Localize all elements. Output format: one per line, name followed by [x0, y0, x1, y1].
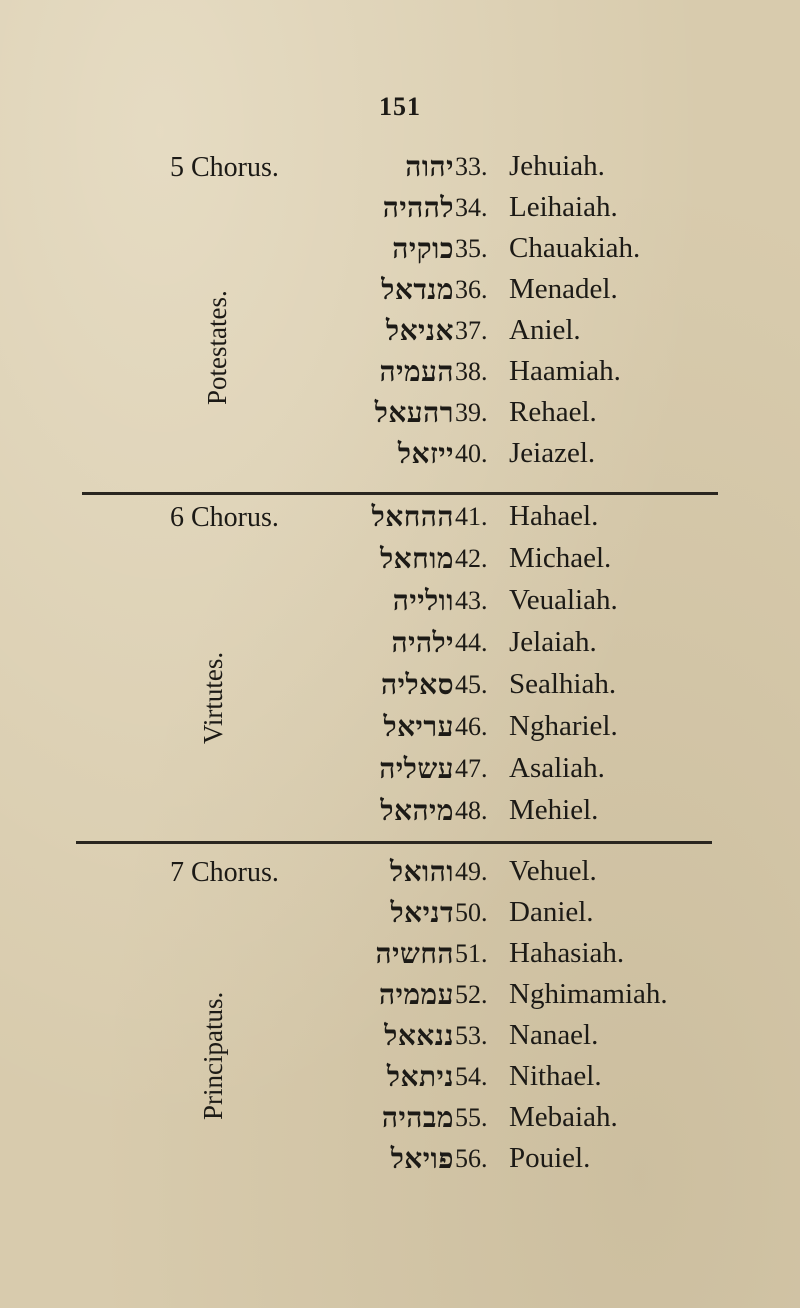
list-item	[0, 355, 800, 395]
list-item	[0, 752, 800, 792]
list-item	[0, 273, 800, 313]
list-item	[0, 191, 800, 231]
hebrew-name: דניאל	[390, 896, 454, 929]
angel-name: Chauakiah.	[509, 232, 641, 264]
angel-name: Mebaiah.	[509, 1101, 618, 1133]
list-item	[0, 710, 800, 750]
entry-number: 49.	[455, 857, 488, 886]
hebrew-name: ההחאל	[371, 500, 454, 533]
list-item	[0, 855, 800, 895]
angel-name: Hahael.	[509, 500, 599, 532]
hebrew-name: העמיה	[379, 355, 454, 388]
angel-name: Jeiazel.	[509, 437, 596, 469]
angel-name: Nithael.	[509, 1060, 602, 1092]
angel-name: Nghariel.	[509, 710, 618, 742]
hebrew-name: עממיה	[379, 978, 454, 1011]
hebrew-name: לההיה	[382, 191, 454, 224]
list-item	[0, 937, 800, 977]
chorus-label: 6 Chorus.	[170, 502, 279, 533]
list-item	[0, 1101, 800, 1141]
entry-number: 37.	[455, 316, 488, 345]
angel-name: Jelaiah.	[509, 626, 597, 658]
angel-name: Nanael.	[509, 1019, 599, 1051]
angel-name: Mehiel.	[509, 794, 599, 826]
hebrew-name: אניאל	[385, 314, 454, 347]
hebrew-name: יהוה	[405, 150, 454, 183]
angel-name: Pouiel.	[509, 1142, 591, 1174]
hebrew-name: רהעאל	[374, 396, 454, 429]
angel-name: Hahasiah.	[509, 937, 625, 969]
hebrew-name: והואל	[389, 855, 454, 888]
hebrew-name: סאליה	[381, 668, 454, 701]
angel-name: Daniel.	[509, 896, 594, 928]
page-number: 151	[379, 92, 421, 121]
list-item	[0, 584, 800, 624]
hebrew-name: כוקיה	[392, 232, 454, 265]
hebrew-name: ניתאל	[386, 1060, 454, 1093]
entry-number: 50.	[455, 898, 488, 927]
list-item	[0, 668, 800, 708]
order-label: Virtutes.	[198, 651, 228, 744]
angel-name: Michael.	[509, 542, 612, 574]
order-label: Potestates.	[202, 290, 232, 405]
entry-number: 53.	[455, 1021, 488, 1050]
list-item	[0, 896, 800, 936]
hebrew-name: מוחאל	[380, 542, 454, 575]
list-item	[0, 396, 800, 436]
angel-name: Haamiah.	[509, 355, 621, 387]
section-virtutes	[0, 500, 800, 830]
entry-number: 39.	[455, 398, 488, 427]
entry-number: 36.	[455, 275, 488, 304]
angel-name: Nghimamiah.	[509, 978, 668, 1010]
list-item	[0, 437, 800, 477]
entry-number: 38.	[455, 357, 488, 386]
hebrew-name: מיהאל	[380, 794, 454, 827]
entry-number: 46.	[455, 712, 488, 741]
entry-number: 44.	[455, 628, 488, 657]
entry-number: 35.	[455, 234, 488, 263]
list-item	[0, 1142, 800, 1182]
order-label: Principatus.	[198, 991, 228, 1120]
angel-name: Vehuel.	[509, 855, 597, 887]
hebrew-name: עריאל	[383, 710, 454, 743]
entry-number: 48.	[455, 796, 488, 825]
hebrew-name: מבהיה	[381, 1101, 454, 1134]
angel-name: Menadel.	[509, 273, 618, 305]
entry-number: 54.	[455, 1062, 488, 1091]
list-item	[0, 500, 800, 540]
hebrew-name: מנדאל	[381, 273, 454, 306]
entry-number: 42.	[455, 544, 488, 573]
entry-number: 55.	[455, 1103, 488, 1132]
section-divider	[82, 492, 718, 495]
chorus-label: 7 Chorus.	[170, 857, 279, 888]
list-item	[0, 542, 800, 582]
hebrew-name: החשיה	[375, 937, 454, 970]
section-divider	[76, 841, 712, 844]
hebrew-name: ייזאל	[397, 437, 454, 470]
angel-name: Leihaiah.	[509, 191, 618, 223]
angel-name: Asaliah.	[509, 752, 605, 784]
entry-number: 51.	[455, 939, 488, 968]
entry-number: 40.	[455, 439, 488, 468]
entry-number: 52.	[455, 980, 488, 1009]
list-item	[0, 626, 800, 666]
section-principatus	[0, 855, 800, 1195]
section-potestates	[0, 150, 800, 490]
entry-number: 45.	[455, 670, 488, 699]
list-item	[0, 232, 800, 272]
angel-name: Rehael.	[509, 396, 597, 428]
list-item	[0, 1060, 800, 1100]
hebrew-name: עשליה	[379, 752, 454, 785]
hebrew-name: וולייה	[392, 584, 454, 617]
list-item	[0, 150, 800, 190]
angel-name: Veualiah.	[509, 584, 618, 616]
list-item	[0, 1019, 800, 1059]
list-item	[0, 794, 800, 834]
entry-number: 33.	[455, 152, 488, 181]
hebrew-name: ננאאל	[384, 1019, 454, 1052]
entry-number: 56.	[455, 1144, 488, 1173]
angel-name: Sealhiah.	[509, 668, 617, 700]
entry-number: 41.	[455, 502, 488, 531]
chorus-label: 5 Chorus.	[170, 152, 279, 183]
list-item	[0, 314, 800, 354]
entry-number: 34.	[455, 193, 488, 222]
list-item	[0, 978, 800, 1018]
entry-number: 47.	[455, 754, 488, 783]
angel-name: Aniel.	[509, 314, 581, 346]
entry-number: 43.	[455, 586, 488, 615]
hebrew-name: ילהיה	[391, 626, 454, 659]
angel-name: Jehuiah.	[509, 150, 605, 182]
hebrew-name: פויאל	[390, 1142, 454, 1175]
